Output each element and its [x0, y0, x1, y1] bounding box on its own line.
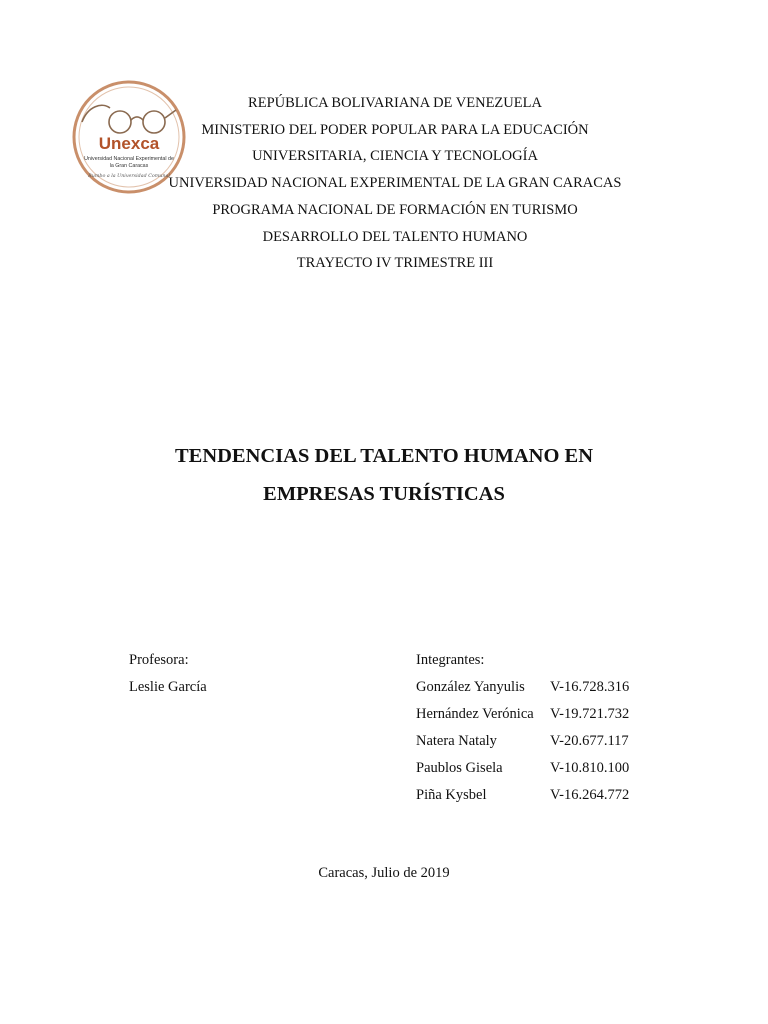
members-list: [416, 679, 629, 814]
document-title-line1: TENDENCIAS DEL TALENTO HUMANO EN: [174, 445, 594, 467]
member-id: V-16.728.316: [550, 679, 630, 695]
professor-label: Profesora:: [129, 652, 189, 668]
member-id: V-10.810.100: [550, 760, 630, 776]
member-name: Piña Kysbel: [416, 787, 487, 803]
header-country: REPÚBLICA BOLIVARIANA DE VENEZUELA: [248, 95, 542, 111]
header-ministry: MINISTERIO DEL PODER POPULAR PARA LA EDUCACIÓN: [201, 121, 589, 138]
svg-text:Unexca: Unexca: [98, 134, 160, 153]
professor-name: Leslie García: [129, 679, 207, 695]
member-name: Paublos Gisela: [416, 760, 503, 776]
header-ministry-cont: UNIVERSITARIA, CIENCIA Y TECNOLOGÍA: [252, 148, 538, 165]
institution-header: [150, 90, 640, 277]
header-university: UNIVERSIDAD NACIONAL EXPERIMENTAL DE LA GRAN CARACAS: [168, 175, 622, 192]
header-program: PROGRAMA NACIONAL DE FORMACIÓN EN TURISMO: [212, 201, 578, 218]
member-id: V-19.721.732: [550, 706, 630, 722]
svg-text:Rumbo a la Universidad Comunal: Rumbo a la Universidad Comunal: [88, 174, 170, 179]
member-row: [416, 679, 629, 706]
document-title: [84, 437, 684, 513]
member-name: González Yanyulis: [416, 679, 525, 695]
member-name: Hernández Verónica: [416, 706, 534, 722]
svg-text:Universidad Nacional Experimen: Universidad Nacional Experimental de: [84, 156, 174, 162]
member-row: [416, 733, 629, 760]
member-row: [416, 787, 629, 814]
member-row: [416, 706, 629, 733]
header-term: TRAYECTO IV TRIMESTRE III: [296, 255, 494, 272]
member-id: V-20.677.117: [550, 733, 629, 749]
member-name: Natera Nataly: [416, 733, 497, 749]
header-course: DESARROLLO DEL TALENTO HUMANO: [262, 228, 528, 245]
member-id: V-16.264.772: [550, 787, 630, 803]
members-label: Integrantes:: [416, 652, 485, 668]
place-date: Caracas, Julio de 2019: [318, 865, 450, 881]
svg-text:la Gran Caracas: la Gran Caracas: [109, 163, 149, 169]
member-row: [416, 760, 629, 787]
document-title-line2: EMPRESAS TURÍSTICAS: [263, 483, 505, 505]
